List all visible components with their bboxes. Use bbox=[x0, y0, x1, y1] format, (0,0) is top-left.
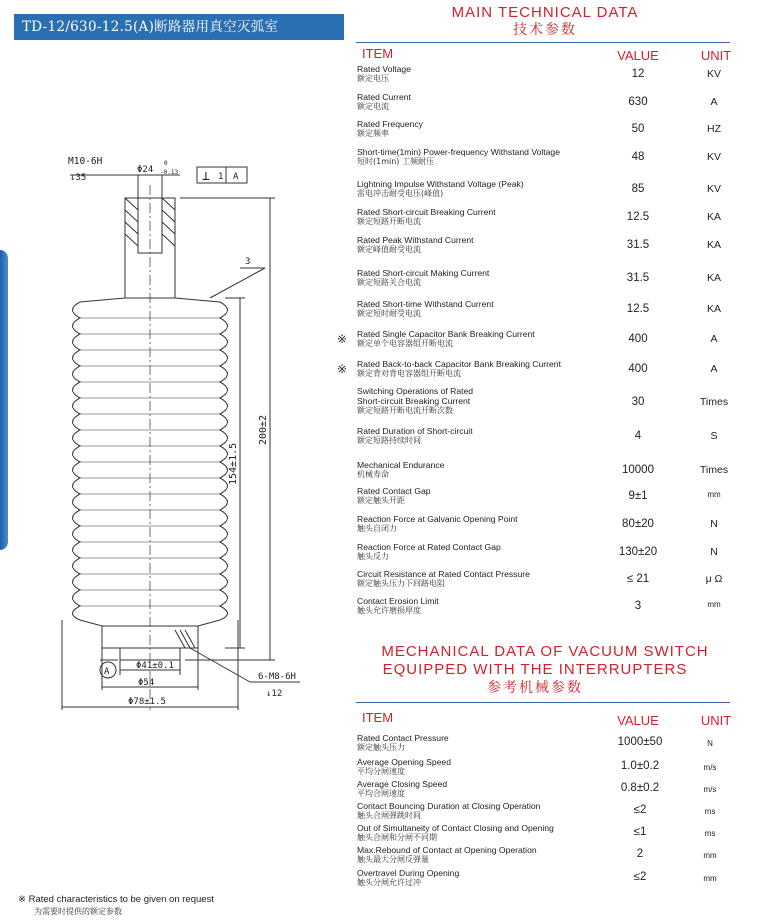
item-value: 130±20 bbox=[618, 546, 658, 558]
thread-bottom-label: 6-M8-6H bbox=[258, 672, 296, 682]
mech-item-unit: ms bbox=[704, 807, 716, 816]
dim-154-label: 154±1.5 bbox=[228, 442, 239, 485]
item-unit: KA bbox=[706, 303, 721, 315]
mech-item-label-en: Average Opening Speed bbox=[357, 757, 451, 767]
mech-item-label-en: Rated Contact Pressure bbox=[357, 733, 449, 743]
mechanical-rule bbox=[356, 702, 730, 703]
item-label-en: Rated Back-to-back Capacitor Bank Breaking Current bbox=[357, 359, 561, 369]
item-label-cn: 额定背对背电容器组开断电流 bbox=[357, 369, 461, 378]
item-unit: A bbox=[710, 333, 718, 345]
item-value: 12 bbox=[631, 68, 645, 80]
mechanical-title-en-2: EQUIPPED WITH THE INTERRUPTERS bbox=[382, 661, 688, 678]
item-label-en: Reaction Force at Rated Contact Gap bbox=[357, 542, 501, 552]
technical-title-en: MAIN TECHNICAL DATA bbox=[451, 4, 639, 21]
item-label-cn: 触头反力 bbox=[357, 552, 389, 561]
mech-item-value: 2 bbox=[636, 848, 644, 860]
mech-item-label-cn: 平均合闸速度 bbox=[357, 789, 405, 798]
item-unit: mm bbox=[707, 490, 721, 499]
item-unit: Times bbox=[699, 464, 729, 476]
technical-rule bbox=[356, 42, 730, 43]
item-label-cn: 额定单个电容器组开断电流 bbox=[357, 339, 453, 348]
item-label-en: Short-time(1min) Power-frequency Withstand Voltage bbox=[357, 147, 560, 157]
mechanical-title-en-1: MECHANICAL DATA OF VACUUM SWITCH bbox=[381, 643, 709, 660]
item-unit: KA bbox=[706, 239, 721, 251]
item-label-en: Circuit Resistance at Rated Contact Pressure bbox=[357, 569, 530, 579]
item-label-cn: 额定峰值耐受电流 bbox=[357, 245, 421, 254]
mech-item-label-cn: 触头分闸允许过冲 bbox=[357, 878, 421, 887]
item-label-en: Rated Short-time Withstand Current bbox=[357, 299, 494, 309]
datum-circle-label: A bbox=[104, 667, 110, 677]
mech-item-unit: m/s bbox=[703, 785, 717, 794]
mechanical-title-cn: 参考机械参数 bbox=[487, 680, 583, 696]
item-unit: A bbox=[710, 96, 718, 108]
diameter-54-label: Φ54 bbox=[138, 678, 155, 688]
diameter-top-label: Φ24 bbox=[137, 165, 154, 175]
note-mark: ※ bbox=[337, 332, 348, 346]
item-label-en: Rated Frequency bbox=[357, 119, 423, 129]
mech-item-unit: mm bbox=[703, 874, 717, 883]
item-unit: KA bbox=[706, 211, 721, 223]
item-value: 30 bbox=[631, 396, 645, 408]
item-label-en: Rated Current bbox=[357, 92, 411, 102]
footnote-en: ※ Rated characteristics to be given on request bbox=[18, 894, 214, 905]
depth-bottom-label: ↓12 bbox=[266, 689, 283, 699]
mechanical-col-value: VALUE bbox=[617, 713, 659, 728]
item-label-en: Rated Short-circuit Making Current bbox=[357, 268, 490, 278]
datum-label: A bbox=[233, 172, 239, 182]
item-label-en: Lightning Impulse Withstand Voltage (Peak) bbox=[357, 179, 524, 189]
item-unit: S bbox=[710, 430, 718, 442]
item-value: 630 bbox=[628, 96, 648, 108]
item-label-en: Rated Duration of Short-circuit bbox=[357, 426, 473, 436]
item-label-cn: 触头允许磨损厚度 bbox=[357, 606, 421, 615]
item-label-cn: 雷电冲击耐受电压(峰值) bbox=[357, 189, 444, 198]
item-label-cn: 额定短时耐受电流 bbox=[357, 309, 421, 318]
mech-item-label-cn: 触头合闸弹跳时间 bbox=[357, 811, 421, 820]
perpendicularity-icon: ⊥ bbox=[202, 169, 210, 184]
item-value: 48 bbox=[631, 151, 645, 163]
item-label-cn: 额定短路开断电流 bbox=[357, 217, 421, 226]
item-value: 400 bbox=[628, 333, 648, 345]
note-mark: ※ bbox=[337, 362, 348, 376]
item-label-en: Rated Single Capacitor Bank Breaking Current bbox=[357, 329, 535, 339]
item-unit: μ Ω bbox=[705, 573, 723, 585]
mech-item-label-en: Overtravel During Opening bbox=[357, 868, 460, 878]
item-label-cn: 机械寿命 bbox=[357, 470, 389, 479]
item-unit: N bbox=[710, 518, 718, 530]
mech-item-value: ≤1 bbox=[633, 826, 647, 838]
mech-item-unit: mm bbox=[703, 851, 717, 860]
item-label-en: Mechanical Endurance bbox=[357, 460, 445, 470]
item-value: 400 bbox=[628, 363, 648, 375]
mech-item-unit: ms bbox=[704, 829, 716, 838]
item-unit: KA bbox=[706, 272, 721, 284]
item-label-en: Rated Short-circuit Breaking Current bbox=[357, 207, 496, 217]
tolerance-value: 1 bbox=[218, 172, 224, 182]
mech-item-unit: N bbox=[707, 739, 713, 748]
item-label-en: Reaction Force at Galvanic Opening Point bbox=[357, 514, 518, 524]
item-value: 80±20 bbox=[622, 518, 654, 530]
item-label-cn: 额定短路持续时间 bbox=[357, 436, 421, 445]
item-label-cn: 额定短路关合电流 bbox=[357, 278, 421, 287]
item-value: 50 bbox=[631, 123, 645, 135]
item-value: 31.5 bbox=[626, 272, 650, 284]
item-unit: KV bbox=[706, 68, 721, 80]
mech-item-value: ≤2 bbox=[633, 804, 647, 816]
item-unit: HZ bbox=[707, 123, 721, 135]
depth-top-label: ↓35 bbox=[70, 173, 87, 183]
item-unit: Times bbox=[699, 396, 729, 408]
mech-item-value: 0.8±0.2 bbox=[620, 782, 660, 794]
mech-item-label-cn: 触头合闸和分闸不同期 bbox=[357, 833, 437, 842]
item-label-en: Contact Erosion Limit bbox=[357, 596, 439, 606]
mech-item-value: ≤2 bbox=[633, 871, 647, 883]
dim-3-label: 3 bbox=[245, 257, 251, 267]
item-unit: A bbox=[710, 363, 718, 375]
item-unit: N bbox=[710, 546, 718, 558]
mech-item-unit: m/s bbox=[703, 763, 717, 772]
mech-item-value: 1000±50 bbox=[617, 736, 663, 748]
item-label-en: Switching Operations of Rated bbox=[357, 386, 474, 396]
mech-item-label-cn: 额定触头压力 bbox=[357, 743, 405, 752]
item-label-cn: 额定频率 bbox=[357, 129, 389, 138]
mech-item-label-cn: 触头最大分闸反弹量 bbox=[357, 855, 429, 864]
thread-top-label: M10-6H bbox=[68, 156, 103, 167]
item-label-cn: 额定短路开断电流开断次数 bbox=[357, 406, 453, 415]
mech-item-label-cn: 平均分闸速度 bbox=[357, 767, 405, 776]
tolerance-upper: 0 bbox=[164, 160, 168, 167]
mech-item-label-en: Out of Simultaneity of Contact Closing and Opening bbox=[357, 823, 554, 833]
item-unit: KV bbox=[706, 183, 721, 195]
mech-item-label-en: Average Closing Speed bbox=[357, 779, 448, 789]
technical-title-cn: 技术参数 bbox=[513, 22, 577, 38]
technical-col-unit: UNIT bbox=[700, 48, 732, 63]
item-value: 10000 bbox=[622, 464, 654, 476]
diameter-41-label: Φ41±0.1 bbox=[136, 661, 174, 671]
item-label-cn: 额定电压 bbox=[357, 74, 389, 83]
page-title: TD-12/630-12.5(A)断路器用真空灭弧室 bbox=[14, 14, 344, 40]
item-label-cn: 触头自闭力 bbox=[357, 524, 397, 533]
item-label-cn: 短时(1min) 工频耐压 bbox=[357, 157, 434, 166]
item-value: 31.5 bbox=[626, 239, 650, 251]
item-value: 12.5 bbox=[626, 211, 650, 223]
item-value: 9±1 bbox=[628, 490, 648, 502]
item-label-en: Rated Contact Gap bbox=[357, 486, 431, 496]
item-label-en: Rated Voltage bbox=[357, 64, 411, 74]
dim-200-label: 200±2 bbox=[258, 414, 269, 445]
diameter-78-label: Φ78±1.5 bbox=[128, 697, 166, 707]
item-label-cn: 额定触头压力下回路电阻 bbox=[357, 579, 445, 588]
item-value: ≤ 21 bbox=[626, 573, 650, 585]
item-value: 4 bbox=[634, 430, 642, 442]
item-label-en: Rated Peak Withstand Current bbox=[357, 235, 474, 245]
tolerance-lower: -0.13 bbox=[160, 169, 179, 176]
item-value: 3 bbox=[634, 600, 642, 612]
mech-item-value: 1.0±0.2 bbox=[620, 760, 660, 772]
interrupter-drawing bbox=[40, 150, 340, 720]
mechanical-col-unit: UNIT bbox=[700, 713, 732, 728]
mechanical-col-item: ITEM bbox=[362, 710, 394, 725]
item-value: 12.5 bbox=[626, 303, 650, 315]
technical-col-item: ITEM bbox=[362, 46, 394, 61]
mech-item-label-en: Contact Bouncing Duration at Closing Operation bbox=[357, 801, 541, 811]
item-unit: KV bbox=[706, 151, 721, 163]
footnote-cn: 为需要时提供的额定参数 bbox=[34, 907, 122, 916]
item-label-cn: 额定电流 bbox=[357, 102, 389, 111]
technical-col-value: VALUE bbox=[617, 48, 659, 63]
item-label-cn: 额定触头开距 bbox=[357, 496, 405, 505]
mech-item-label-en: Max.Rebound of Contact at Opening Operation bbox=[357, 845, 537, 855]
item-label-en-2: Short-circuit Breaking Current bbox=[357, 396, 471, 406]
item-value: 85 bbox=[631, 183, 645, 195]
decorative-strip bbox=[0, 250, 8, 550]
item-unit: mm bbox=[707, 600, 721, 609]
